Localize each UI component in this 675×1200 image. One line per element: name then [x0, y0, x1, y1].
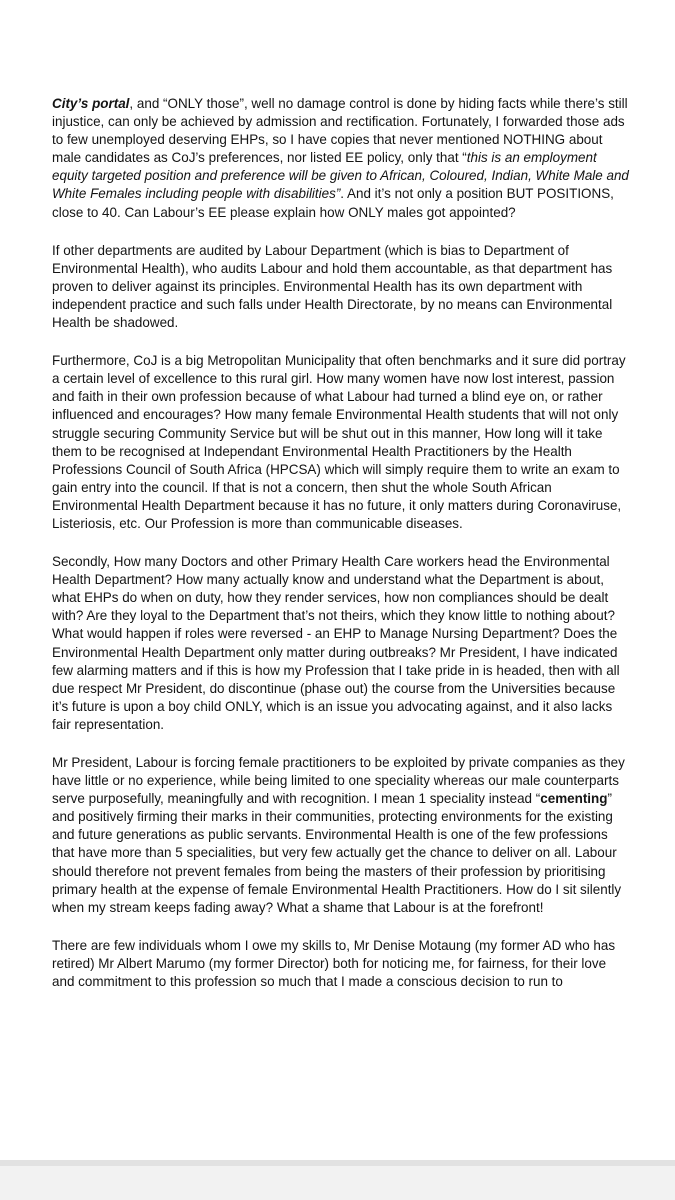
page-bottom-divider — [0, 1160, 675, 1166]
paragraph-1-text: , and “ONLY those”, well no damage control is done by hiding facts while there’s still injustice, can only be achieved by admission and rectification. Fortunately, I forwarded those ads to few unemployed deserving EHPs, so I have copies that never mentioned NOTHING about male candidates as CoJ’s preferences, nor listed EE policy, only that “ — [52, 96, 628, 166]
paragraph-5-ending: ” and positively firming their marks in their communities, protecting environments for the existing and future generations as public servants. Environmental Health is one of the few professions that have more than 5 specialities, but very few actually get the chance to deliver on all. Labour should therefore not prevent females from being the masters of their profession by prioritising primary health at the expense of female Environmental Health Practitioners. How do I sit silently when my stream keeps fading away? What a shame that Labour is at the forefront! — [52, 791, 622, 915]
document-body — [52, 95, 632, 1011]
page-bottom-bar — [0, 1160, 675, 1200]
paragraph-2: If other departments are audited by Labour Department (which is bias to Department of Environmental Health), who audits Labour and hold them accountable, as that department has proven to deliver against its principles. Environmental Health has its own department with independent practice and such falls under Health Directorate, by no means can Environmental Health be shadowed. — [52, 242, 613, 331]
paragraph-1 — [52, 95, 632, 222]
advert-quote: this is an employment equity targeted position and preference will be given to African, Coloured, Indian, White Male and White Females including people with disabilities” — [52, 150, 629, 202]
paragraph-5 — [52, 754, 632, 917]
citys-portal-emphasis: City’s portal — [52, 96, 130, 111]
paragraph-5-text: Mr President, Labour is forcing female practitioners to be exploited by private companies as they have little or no experience, while being limited to one speciality whereas our male counterparts serve purposefully, meaningfully and with recognition. I mean 1 speciality instead “ — [52, 755, 625, 807]
paragraph-4: Secondly, How many Doctors and other Primary Health Care workers head the Environmental Health Department? How many actually know and understand what the Department is about, what EHPs do when on duty, how they render services, how non compliances should be dealt with? Are they loyal to the Department that’s not theirs, which they know little to nothing about? What would happen if roles were reversed - an EHP to Manage Nursing Department? Does the Environmental Health Department only matter during outbreaks? Mr President, I have indicated few alarming matters and if this is how my Profession that I take pride in is headed, then with all due respect Mr President, do discontinue (phase out) the course from the Universities because it’s future is upon a boy child ONLY, which is an issue you advocating against, and it also lacks fair representation. — [52, 554, 620, 732]
cementing-emphasis: cementing — [540, 791, 608, 807]
paragraph-6: There are few individuals whom I owe my skills to, Mr Denise Motaung (my former AD who has retired) Mr Albert Marumo (my former Director) both for noticing me, for fairness, for their love and commitment to this profession so much that I made a conscious decision to run to — [52, 937, 616, 990]
paragraph-3: Furthermore, CoJ is a big Metropolitan Municipality that often benchmarks and it sure did portray a certain level of excellence to this rural girl. How many women have now lost interest, passion and faith in their own profession because of what Labour had turned a blind eye on, or rather influenced and encourages? How many female Environmental Health students that will not only struggle securing Community Service but will be shut out in this manner, How long will it take them to be recognised at Independant Environmental Health Practitioners by the Health Professions Council of South Africa (HPCSA) which will simply require them to write an exam to gain entry into the council. If that is not a concern, then shut the whole South African Environmental Health Department because it has no future, it only matters during Coronaviruse, Listeriosis, etc. Our Profession is more than communicable diseases. — [52, 353, 626, 531]
paragraph-1-ending: . And it’s not only a position BUT POSITIONS, close to 40. Can Labour’s EE please explain how ONLY males got appointed? — [52, 186, 614, 220]
